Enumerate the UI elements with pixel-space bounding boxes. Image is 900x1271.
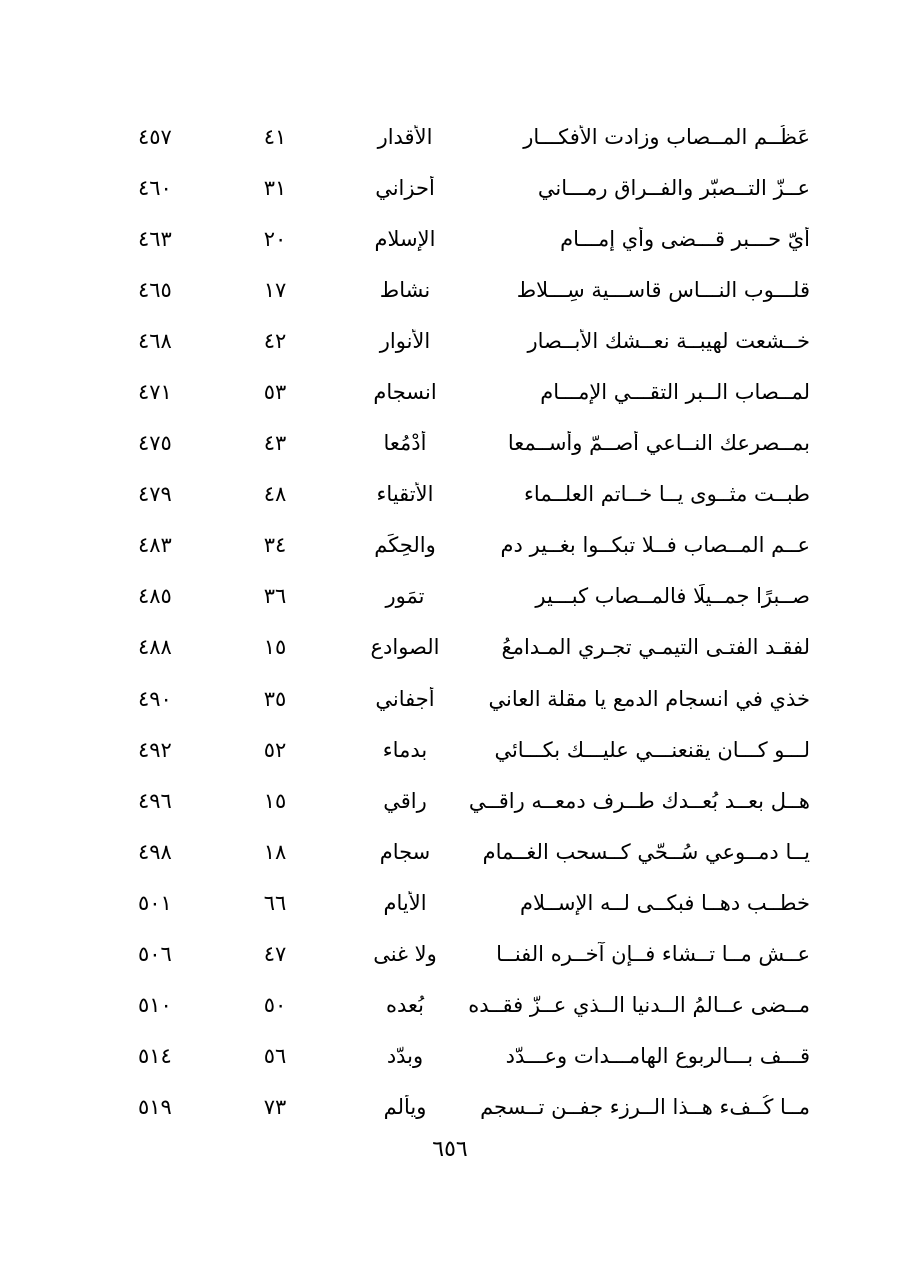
page-reference: ٥٠٦: [138, 942, 172, 967]
rhyme-word: انسجام: [373, 380, 437, 405]
verse-first-line: لفقـد الفتـى التيمـي تجـري المـدامعُ: [501, 635, 810, 660]
table-row: [110, 520, 810, 571]
page-reference: ٥١٠: [138, 993, 172, 1018]
rhyme-word: والحِكَم: [374, 533, 436, 558]
verse-count: ٤٧: [263, 942, 287, 967]
verse-count: ١٥: [263, 635, 287, 660]
verse-count: ٦٦: [263, 890, 287, 915]
page-reference: ٤٧٥: [138, 431, 172, 456]
verse-count: ٣٦: [263, 584, 287, 609]
verse-first-line: مــا كُــفء هــذا الــرزء جفــن تــسجم: [480, 1095, 810, 1120]
table-row: [110, 1082, 810, 1133]
table-row: [110, 622, 810, 673]
verse-count: ٣٤: [263, 533, 287, 558]
rhyme-word: أدْمُعا: [383, 431, 427, 456]
verse-first-line: عَظُــم المــصاب وزادت الأفكـــار: [523, 124, 810, 149]
verse-first-line: خــشعت لهيبــة نعــشك الأبــصار: [527, 328, 810, 353]
page-reference: ٤٨٨: [138, 635, 172, 660]
table-row: [110, 162, 810, 213]
poem-index-table: [110, 111, 810, 1133]
rhyme-word: الأقدار: [377, 124, 433, 149]
rhyme-word: أحزاني: [375, 175, 435, 200]
page-reference: ٤٨٣: [138, 533, 172, 558]
verse-first-line: عــزّ التــصبّر والفــراق رمـــاني: [537, 175, 810, 200]
page-reference: ٤٨٥: [138, 584, 172, 609]
table-row: [110, 213, 810, 264]
verse-first-line: قلـــوب النـــاس قاســـية سِـــلاط: [516, 277, 810, 302]
page-reference: ٥١٤: [138, 1044, 172, 1069]
verse-count: ١٨: [263, 839, 287, 864]
table-row: [110, 366, 810, 417]
verse-first-line: طبــت مثــوى يــا خــاتم العلــماء: [524, 482, 810, 507]
rhyme-word: راقي: [383, 788, 427, 813]
verse-first-line: لمــصاب الــبر التقـــي الإمـــام: [540, 380, 810, 405]
rhyme-word: نشاط: [379, 277, 431, 302]
verse-count: ١٧: [263, 277, 287, 302]
table-row: [110, 826, 810, 877]
page-reference: ٤٩٦: [138, 788, 172, 813]
rhyme-word: بدماء: [382, 737, 428, 762]
page-reference: ٤٩٢: [138, 737, 172, 762]
page-reference: ٤٧١: [138, 380, 172, 405]
rhyme-word: سجام: [379, 839, 431, 864]
verse-count: ٧٣: [263, 1095, 287, 1120]
table-row: [110, 315, 810, 366]
table-row: [110, 877, 810, 928]
verse-first-line: لـــو كـــان يقنعنـــي عليـــك بكـــائي: [494, 737, 810, 762]
table-row: [110, 980, 810, 1031]
rhyme-word: الإسلام: [374, 226, 436, 251]
verse-first-line: عــم المــصاب فــلا تبكــوا بغــير دم: [500, 533, 810, 558]
verse-count: ٤٢: [263, 328, 287, 353]
page-reference: ٥١٩: [138, 1095, 172, 1120]
verse-count: ٤٨: [263, 482, 287, 507]
rhyme-word: الصوادع: [370, 635, 440, 660]
page-reference: ٤٥٧: [138, 124, 172, 149]
verse-count: ٥٢: [263, 737, 287, 762]
table-row: [110, 418, 810, 469]
page-reference: ٤٩٠: [138, 686, 172, 711]
verse-first-line: بمــصرعك النــاعي أصــمّ وأســمعا: [507, 431, 810, 456]
verse-first-line: أيّ حـــبر قـــضى وأي إمـــام: [560, 226, 810, 251]
verse-first-line: صــبرًا جمــيلًا فالمــصاب كبـــير: [535, 584, 810, 609]
page-reference: ٤٩٨: [138, 839, 172, 864]
verse-count: ١٥: [263, 788, 287, 813]
verse-count: ٤٣: [263, 431, 287, 456]
verse-count: ٥٦: [263, 1044, 287, 1069]
table-row: [110, 673, 810, 724]
verse-count: ٥٣: [263, 380, 287, 405]
page-reference: ٤٦٠: [138, 175, 172, 200]
rhyme-word: الأيام: [383, 890, 427, 915]
table-row: [110, 775, 810, 826]
verse-first-line: خذي في انسجام الدمع يا مقلة العاني: [488, 686, 810, 711]
page-number: ٦٥٦: [432, 1137, 468, 1162]
rhyme-word: وبدّد: [386, 1044, 424, 1069]
table-row: [110, 929, 810, 980]
verse-first-line: خطــب دهــا فبكــى لــه الإســلام: [520, 890, 810, 915]
rhyme-word: الأنوار: [379, 328, 431, 353]
verse-first-line: هــل بعــد بُعــدك طــرف دمعــه راقــي: [468, 788, 810, 813]
rhyme-word: تمَور: [385, 584, 425, 609]
page-reference: ٤٧٩: [138, 482, 172, 507]
rhyme-word: أجفاني: [375, 686, 435, 711]
verse-count: ٢٠: [263, 226, 287, 251]
verse-count: ٣١: [263, 175, 287, 200]
verse-count: ٥٠: [263, 993, 287, 1018]
verse-first-line: مــضى عــالمُ الــدنيا الــذي عــزّ فقــده: [468, 993, 810, 1018]
rhyme-word: الأتقياء: [376, 482, 434, 507]
verse-first-line: قـــف بـــالربوع الهامـــدات وعـــدّد: [505, 1044, 810, 1069]
page-reference: ٤٦٣: [138, 226, 172, 251]
table-row: [110, 264, 810, 315]
verse-first-line: عــش مــا تــشاء فــإن آخــره الفنــا: [496, 942, 810, 967]
verse-first-line: يــا دمــوعي سُــحّي كــسحب الغــمام: [482, 839, 810, 864]
rhyme-word: ويألم: [383, 1095, 427, 1120]
table-row: [110, 111, 810, 162]
table-row: [110, 724, 810, 775]
rhyme-word: ولا غنى: [373, 942, 437, 967]
verse-count: ٣٥: [263, 686, 287, 711]
table-row: [110, 1031, 810, 1082]
verse-count: ٤١: [263, 124, 287, 149]
page-reference: ٥٠١: [138, 890, 172, 915]
table-row: [110, 571, 810, 622]
table-row: [110, 469, 810, 520]
page-reference: ٤٦٥: [138, 277, 172, 302]
rhyme-word: بُعده: [385, 993, 424, 1018]
page-reference: ٤٦٨: [138, 328, 172, 353]
